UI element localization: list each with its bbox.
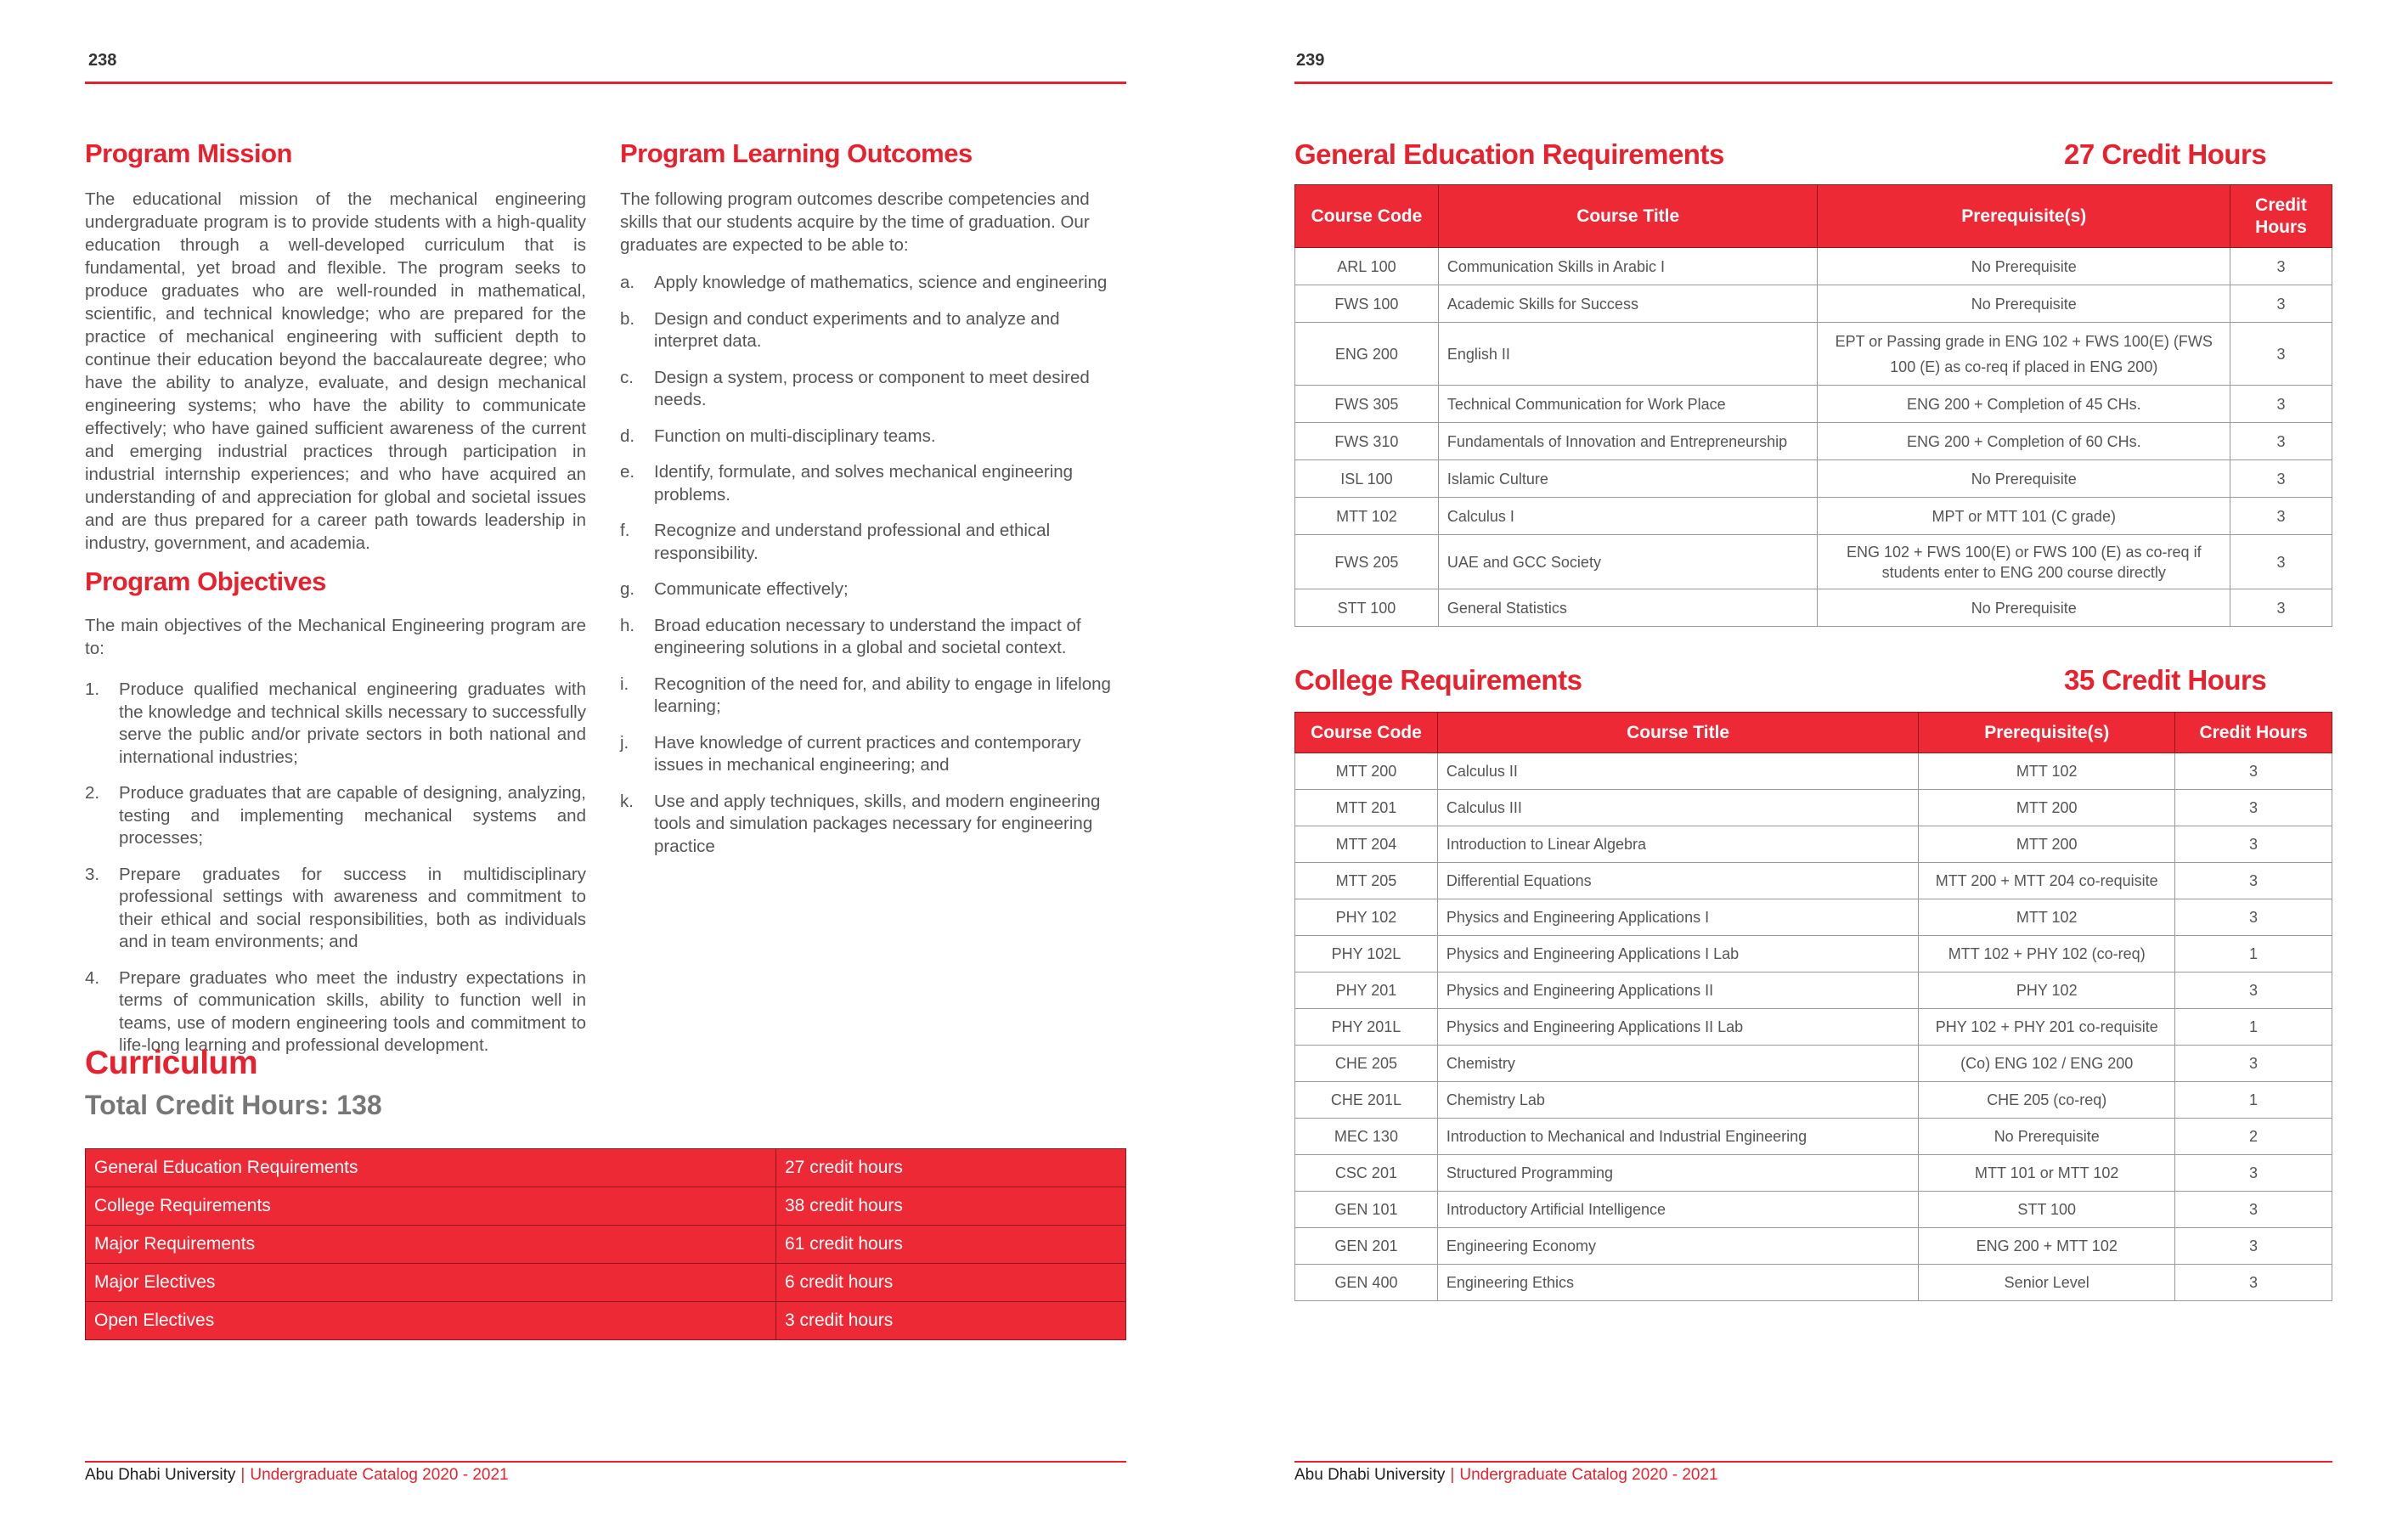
table-cell: ISL 100 — [1295, 460, 1439, 498]
table-cell: GEN 101 — [1295, 1192, 1438, 1228]
table-cell: MTT 102 — [1919, 753, 2175, 790]
total-credit-hours: Total Credit Hours: 138 — [85, 1090, 382, 1120]
table-cell: No Prerequisite — [1818, 460, 2230, 498]
gen-ed-table — [1294, 184, 2332, 627]
header-prerequisites: Prerequisite(s) — [1818, 185, 2230, 248]
footer-university: Abu Dhabi University — [1294, 1466, 1446, 1484]
list-item — [620, 615, 1126, 660]
summary-label: Major Electives — [86, 1264, 776, 1302]
table-cell: STT 100 — [1919, 1192, 2175, 1228]
list-marker: k. — [620, 791, 634, 811]
list-marker: b. — [620, 308, 635, 329]
header-course-title: Course Title — [1437, 713, 1918, 753]
table-cell: 1 — [2175, 1082, 2332, 1119]
outcomes-heading: Program Learning Outcomes — [620, 138, 973, 168]
table-cell: ARL 100 — [1295, 248, 1439, 285]
footer-university: Abu Dhabi University — [85, 1466, 236, 1484]
header-course-code: Course Code — [1295, 713, 1438, 753]
table-cell: 3 — [2230, 498, 2332, 535]
list-item — [620, 308, 1126, 353]
table-cell: 3 — [2175, 899, 2332, 936]
table-cell: MTT 201 — [1295, 790, 1438, 826]
curriculum-summary-table — [85, 1148, 1126, 1340]
list-item — [85, 967, 586, 1057]
table-row — [1295, 498, 2332, 535]
table-cell: PHY 102 — [1295, 899, 1438, 936]
table-row — [1295, 826, 2332, 863]
summary-label: General Education Requirements — [86, 1149, 776, 1187]
left-page-number: 238 — [88, 51, 117, 70]
table-cell: Physics and Engineering Applications II — [1437, 972, 1918, 1009]
summary-value: 3 credit hours — [776, 1302, 1126, 1340]
table-row — [1295, 248, 2332, 285]
list-item-text: Design and conduct experiments and to analyze and interpret data. — [654, 308, 1060, 351]
table-row — [86, 1302, 1126, 1340]
table-cell: Physics and Engineering Applications I Lab — [1437, 936, 1918, 972]
list-marker: h. — [620, 615, 635, 635]
table-cell: ENG 200 + Completion of 45 CHs. — [1818, 386, 2230, 423]
list-marker: i. — [620, 674, 629, 694]
table-row — [1295, 323, 2332, 386]
table-cell: 1 — [2175, 936, 2332, 972]
table-row — [1295, 1155, 2332, 1192]
list-item-text: Communicate effectively; — [654, 579, 849, 599]
list-marker: j. — [620, 732, 629, 753]
right-top-rule — [1294, 82, 2332, 84]
right-footer — [1294, 1466, 1718, 1485]
table-row — [1295, 1265, 2332, 1301]
table-cell: MTT 102 + PHY 102 (co-req) — [1919, 936, 2175, 972]
table-cell: Introductory Artificial Intelligence — [1437, 1192, 1918, 1228]
list-item — [620, 272, 1126, 295]
table-cell: MTT 200 + MTT 204 co-requisite — [1919, 863, 2175, 899]
table-cell: 3 — [2175, 826, 2332, 863]
table-cell: Introduction to Linear Algebra — [1437, 826, 1918, 863]
list-item-text: Design a system, process or component to meet desired needs. — [654, 367, 1090, 409]
table-cell: GEN 201 — [1295, 1228, 1438, 1265]
table-row — [1295, 285, 2332, 323]
left-bottom-rule — [85, 1461, 1126, 1463]
left-footer — [85, 1466, 509, 1485]
table-cell: English II — [1438, 323, 1818, 386]
table-cell: MTT 200 — [1919, 790, 2175, 826]
table-cell: ENG 102 + FWS 100(E) or FWS 100 (E) as co-req if students enter to ENG 200 course directly — [1818, 535, 2230, 589]
list-item — [620, 791, 1126, 859]
table-cell: MTT 200 — [1919, 826, 2175, 863]
table-cell: General Statistics — [1438, 589, 1818, 627]
table-cell: Communication Skills in Arabic I — [1438, 248, 1818, 285]
table-cell: Differential Equations — [1437, 863, 1918, 899]
table-cell: 3 — [2230, 423, 2332, 460]
table-row — [1295, 1228, 2332, 1265]
table-cell: PHY 102 + PHY 201 co-requisite — [1919, 1009, 2175, 1046]
table-cell: 3 — [2175, 1265, 2332, 1301]
table-cell: 3 — [2230, 323, 2332, 386]
table-cell: 3 — [2230, 248, 2332, 285]
table-cell: Calculus I — [1438, 498, 1818, 535]
table-row — [1295, 460, 2332, 498]
outcomes-intro: The following program outcomes describe competencies and skills that our students acquire by the time of graduation. Our graduates are expected to be able to: — [620, 189, 1090, 255]
right-page-number: 239 — [1296, 51, 1325, 70]
header-credit-hours: Credit Hours — [2230, 185, 2332, 248]
list-item — [620, 426, 1126, 448]
table-cell: ENG 200 + MTT 102 — [1919, 1228, 2175, 1265]
list-marker: g. — [620, 579, 635, 599]
objectives-intro: The main objectives of the Mechanical Engineering program are to: — [85, 616, 586, 658]
list-item-text: Produce qualified mechanical engineering graduates with the knowledge and technical skills necessary to successfully serve the public and/or private sectors in both national and international industries; — [119, 679, 586, 767]
list-item — [620, 367, 1126, 412]
table-cell: 3 — [2175, 863, 2332, 899]
list-item-text: Broad education necessary to understand the impact of engineering solutions in a global and societal context. — [654, 615, 1081, 657]
table-cell: (Co) ENG 102 / ENG 200 — [1919, 1046, 2175, 1082]
table-cell: MTT 205 — [1295, 863, 1438, 899]
table-cell: 3 — [2230, 460, 2332, 498]
table-cell: Structured Programming — [1437, 1155, 1918, 1192]
table-cell: No Prerequisite — [1818, 589, 2230, 627]
table-cell: PHY 201 — [1295, 972, 1438, 1009]
table-cell: 1 — [2175, 1009, 2332, 1046]
table-row — [1295, 535, 2332, 589]
table-cell: MTT 204 — [1295, 826, 1438, 863]
list-marker: c. — [620, 367, 634, 387]
table-cell: FWS 205 — [1295, 535, 1439, 589]
table-cell: Chemistry Lab — [1437, 1082, 1918, 1119]
table-cell: 3 — [2175, 1192, 2332, 1228]
table-cell: MTT 102 — [1919, 899, 2175, 936]
table-cell: Introduction to Mechanical and Industrial Engineering — [1437, 1119, 1918, 1155]
table-row — [1295, 423, 2332, 460]
footer-separator: | — [1450, 1466, 1455, 1484]
table-row — [1295, 1009, 2332, 1046]
table-cell: MTT 200 — [1295, 753, 1438, 790]
outcomes-list — [620, 272, 1126, 858]
college-credits: 35 Credit Hours — [2064, 664, 2267, 696]
table-cell: PHY 102 — [1919, 972, 2175, 1009]
table-cell: No Prerequisite — [1818, 285, 2230, 323]
table-cell: FWS 305 — [1295, 386, 1439, 423]
table-cell: 3 — [2175, 1155, 2332, 1192]
table-cell: Physics and Engineering Applications II Lab — [1437, 1009, 1918, 1046]
list-marker: 4. — [85, 967, 100, 988]
table-cell: 3 — [2175, 972, 2332, 1009]
list-item — [620, 674, 1126, 719]
list-marker: 1. — [85, 679, 100, 699]
table-row — [1295, 589, 2332, 627]
table-cell: 3 — [2230, 386, 2332, 423]
summary-label: Major Requirements — [86, 1226, 776, 1264]
list-marker: d. — [620, 426, 635, 446]
table-cell: Senior Level — [1919, 1265, 2175, 1301]
summary-label: Open Electives — [86, 1302, 776, 1340]
objectives-heading: Program Objectives — [85, 567, 326, 596]
table-cell: Physics and Engineering Applications I — [1437, 899, 1918, 936]
table-cell: Islamic Culture — [1438, 460, 1818, 498]
table-row — [1295, 972, 2332, 1009]
list-item — [620, 520, 1126, 565]
table-cell: 3 — [2175, 1228, 2332, 1265]
table-cell: Academic Skills for Success — [1438, 285, 1818, 323]
table-cell: GEN 400 — [1295, 1265, 1438, 1301]
table-cell: 2 — [2175, 1119, 2332, 1155]
list-item-text: Use and apply techniques, skills, and modern engineering tools and simulation packages necessary for engineering practice — [654, 791, 1101, 856]
list-marker: e. — [620, 462, 635, 482]
footer-separator: | — [240, 1466, 245, 1484]
table-row — [1295, 1192, 2332, 1228]
table-cell: STT 100 — [1295, 589, 1439, 627]
table-row — [1295, 790, 2332, 826]
table-cell: No Prerequisite — [1818, 248, 2230, 285]
table-cell: 3 — [2230, 535, 2332, 589]
table-cell: CHE 205 — [1295, 1046, 1438, 1082]
list-item-text: Identify, formulate, and solves mechanical engineering problems. — [654, 462, 1074, 505]
table-cell: 3 — [2175, 790, 2332, 826]
gen-ed-heading: General Education Requirements — [1294, 138, 1724, 170]
college-table — [1294, 712, 2332, 1301]
table-cell: 3 — [2230, 589, 2332, 627]
table-cell: Calculus II — [1437, 753, 1918, 790]
table-cell: EPT or Passing grade in ENG 102 + FWS 100(E) (FWS 100 (E) as co-req if placed in ENG 200) — [1818, 323, 2230, 386]
table-cell: Technical Communication for Work Place — [1438, 386, 1818, 423]
table-cell: UAE and GCC Society — [1438, 535, 1818, 589]
header-prerequisites: Prerequisite(s) — [1919, 713, 2175, 753]
summary-value: 38 credit hours — [776, 1187, 1126, 1226]
table-cell: No Prerequisite — [1919, 1119, 2175, 1155]
list-item-text: Prepare graduates for success in multidisciplinary professional settings with awareness and commitment to their ethical and social responsibilities, both as individuals and in team environments; and — [119, 864, 586, 951]
mission-column — [85, 138, 586, 1071]
summary-value: 27 credit hours — [776, 1149, 1126, 1187]
list-item — [85, 782, 586, 850]
table-cell: CSC 201 — [1295, 1155, 1438, 1192]
table-cell: PHY 201L — [1295, 1009, 1438, 1046]
objectives-list — [85, 679, 586, 1057]
table-row — [1295, 863, 2332, 899]
list-item-text: Recognition of the need for, and ability to engage in lifelong learning; — [654, 674, 1111, 716]
outcomes-column — [620, 138, 1126, 871]
right-bottom-rule — [1294, 1461, 2332, 1463]
mission-text: The educational mission of the mechanical engineering undergraduate program is to provide students with a high-quality education through a well-developed curriculum that is fundamental, yet broad and flexible. The program seeks to produce graduates who are well-rounded in mathematical, scientific, and technical knowledge; who are prepared for the practice of mechanical engineering with sufficient depth to continue their education beyond the baccalaureate degree; who have the ability to analyze, evaluate, and design mechanical engineering systems; who have the ability to communicate effectively; who have gained sufficient awareness of the current and emerging industrial practices through participation in industrial internship experiences; and who have acquired an understanding of and appreciation for global and societal issues and are thus prepared for a career path towards leadership in industry, government, and academia. — [85, 189, 586, 553]
table-cell: PHY 102L — [1295, 936, 1438, 972]
list-item — [620, 732, 1126, 777]
table-cell: Engineering Ethics — [1437, 1265, 1918, 1301]
summary-value: 6 credit hours — [776, 1264, 1126, 1302]
table-row — [1295, 753, 2332, 790]
table-cell: 3 — [2230, 285, 2332, 323]
list-item-text: Recognize and understand professional and ethical responsibility. — [654, 521, 1051, 563]
table-row — [1295, 1046, 2332, 1082]
table-cell: Fundamentals of Innovation and Entrepreneurship — [1438, 423, 1818, 460]
footer-catalog: Undergraduate Catalog 2020 - 2021 — [250, 1466, 509, 1484]
table-cell: MTT 102 — [1295, 498, 1439, 535]
list-item — [85, 679, 586, 769]
list-item-text: Prepare graduates who meet the industry expectations in terms of communication skills, ability to function well in teams, use of modern engineering tools and commitment to life-long learning and professional development. — [119, 967, 586, 1055]
curriculum-heading: Curriculum — [85, 1045, 258, 1081]
list-item — [85, 864, 586, 954]
table-cell: 3 — [2175, 1046, 2332, 1082]
table-cell: FWS 310 — [1295, 423, 1439, 460]
table-row — [1295, 386, 2332, 423]
table-cell: ENG 200 — [1295, 323, 1439, 386]
list-item-text: Have knowledge of current practices and contemporary issues in mechanical engineering; and — [654, 732, 1081, 775]
list-marker: 3. — [85, 864, 100, 884]
table-cell: CHE 201L — [1295, 1082, 1438, 1119]
mission-heading: Program Mission — [85, 138, 292, 168]
table-cell: MTT 101 or MTT 102 — [1919, 1155, 2175, 1192]
table-header-row — [1295, 185, 2332, 248]
table-row — [86, 1226, 1126, 1264]
list-marker: f. — [620, 521, 630, 540]
table-row — [1295, 899, 2332, 936]
table-cell: FWS 100 — [1295, 285, 1439, 323]
college-heading: College Requirements — [1294, 664, 1582, 696]
table-cell: Engineering Economy — [1437, 1228, 1918, 1265]
table-row — [86, 1149, 1126, 1187]
table-cell: 3 — [2175, 753, 2332, 790]
table-cell: Chemistry — [1437, 1046, 1918, 1082]
table-row — [1295, 1119, 2332, 1155]
table-row — [86, 1187, 1126, 1226]
table-cell: MEC 130 — [1295, 1119, 1438, 1155]
header-course-title: Course Title — [1438, 185, 1818, 248]
list-marker: a. — [620, 273, 635, 292]
table-header-row — [1295, 713, 2332, 753]
summary-label: College Requirements — [86, 1187, 776, 1226]
list-item-text: Function on multi-disciplinary teams. — [654, 426, 936, 446]
header-credit-hours: Credit Hours — [2175, 713, 2332, 753]
list-item-text: Produce graduates that are capable of designing, analyzing, testing and implementing mechanical systems and processes; — [119, 783, 586, 848]
left-top-rule — [85, 82, 1126, 84]
summary-value: 61 credit hours — [776, 1226, 1126, 1264]
header-course-code: Course Code — [1295, 185, 1439, 248]
table-cell: ENG 200 + Completion of 60 CHs. — [1818, 423, 2230, 460]
gen-ed-credits: 27 Credit Hours — [2064, 138, 2267, 170]
list-marker: 2. — [85, 783, 100, 803]
table-cell: MPT or MTT 101 (C grade) — [1818, 498, 2230, 535]
table-row — [1295, 1082, 2332, 1119]
table-row — [86, 1264, 1126, 1302]
list-item-text: Apply knowledge of mathematics, science and engineering — [654, 273, 1108, 292]
table-cell: CHE 205 (co-req) — [1919, 1082, 2175, 1119]
table-cell: Calculus III — [1437, 790, 1918, 826]
list-item — [620, 578, 1126, 601]
list-item — [620, 461, 1126, 506]
table-row — [1295, 936, 2332, 972]
footer-catalog: Undergraduate Catalog 2020 - 2021 — [1459, 1466, 1718, 1484]
